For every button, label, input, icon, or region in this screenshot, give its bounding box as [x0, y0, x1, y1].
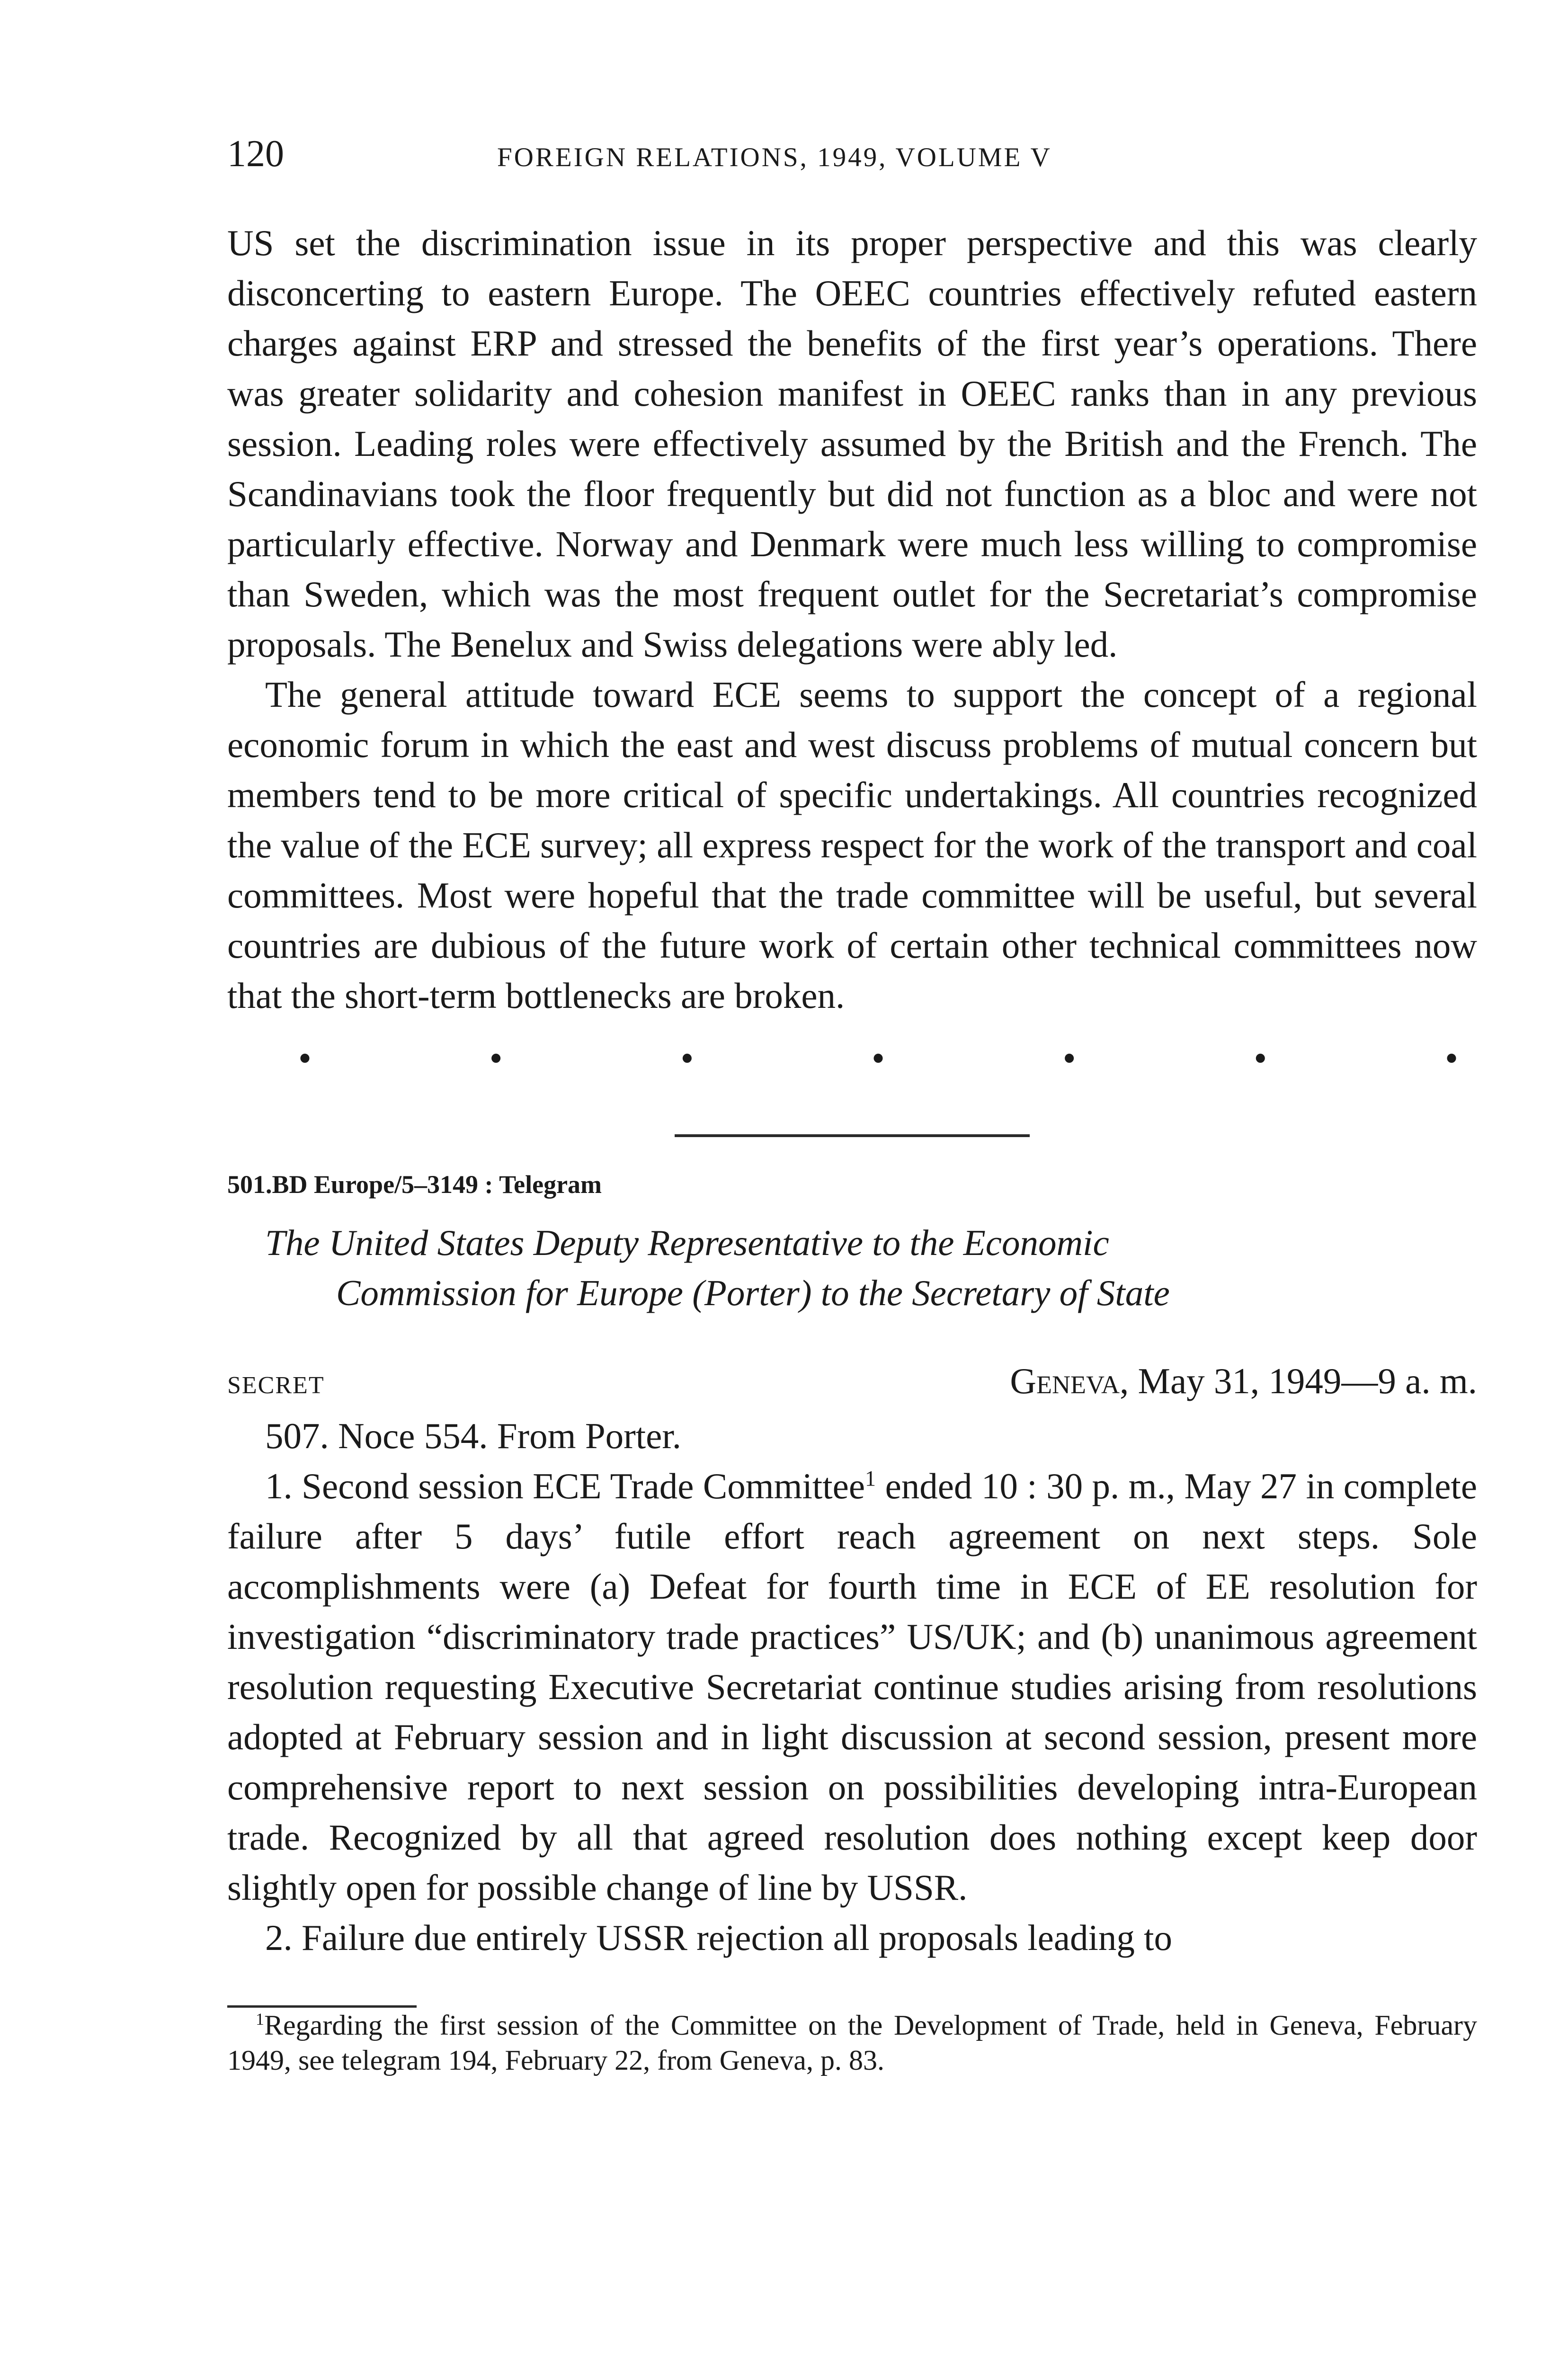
telegram-paragraph-2: 2. Failure due entirely USSR rejection all proposals leading to: [265, 1917, 1173, 1958]
telegram-opening: 507. Noce 554. From Porter.: [265, 1415, 681, 1456]
dateline-place: Geneva,: [1010, 1361, 1129, 1401]
telegram-paragraph-1: [227, 1461, 1477, 1913]
ellipsis-dot: •: [298, 1038, 312, 1079]
footnote-number: 1: [256, 2010, 264, 2029]
continuation-paragraph-2: The general attitude toward ECE seems to support the concept of a regional economic forum in which the east and west discuss problems of mutual concern but members tend to be more critical of specific undertakings. All countries recognized the value of the ECE survey; all express respect for the work of the transport and coal committees. Most were hopeful that the trade committee will be useful, but several countries are dubious of the future work of certain other technical committees now that the short-term bottlenecks are broken.: [227, 674, 1477, 1016]
dateline: [1010, 1356, 1477, 1406]
body-text: [227, 218, 1477, 2078]
footnote-text: Regarding the first session of the Committee on the Development of Trade, held in Geneva, February 1949, see telegram 194, February 22, from Geneva, p. 83.: [227, 2010, 1477, 2076]
ellipsis-dot: •: [489, 1038, 503, 1079]
running-head: FOREIGN RELATIONS, 1949, VOLUME V: [497, 142, 1052, 172]
ellipsis-dot: •: [1062, 1038, 1076, 1079]
dateline-date: May 31, 1949—9 a. m.: [1138, 1361, 1477, 1401]
ellipsis-dot: •: [680, 1038, 694, 1079]
document-title-line-2: Commission for Europe (Porter) to the Secretary of State: [336, 1272, 1170, 1313]
ellipsis-dot: •: [871, 1038, 885, 1079]
file-reference: 501.BD Europe/5–3149 : Telegram: [227, 1170, 602, 1199]
footnote-marker: 1: [865, 1466, 876, 1491]
dateline-row: [227, 1356, 1477, 1411]
ellipsis-dot: •: [1444, 1038, 1458, 1079]
paragraph-1-start: 1. Second session ECE Trade Committee: [265, 1466, 865, 1506]
omission-ellipsis: [227, 1035, 1458, 1082]
paragraph-1-rest: ended 10 : 30 p. m., May 27 in complete failure after 5 days’ futile effort reach agreement on next steps. Sole accomplishments were (a) Defeat for fourth time in ECE of EE resolution for investigation “discriminatory trade practices” US/UK; and (b) unanimous agreement resolution requesting Executive Secretariat continue studies arising from resolutions adopted at February session and in light discussion at second session, present more comprehensive report to next session on possibilities developing intra-European trade. Recognized by all that agreed resolution does nothing except keep door slightly open for possible change of line by USSR.: [227, 1466, 1477, 1908]
ellipsis-dot: •: [1254, 1038, 1267, 1079]
section-divider: [675, 1134, 1030, 1137]
classification-label: SECRET: [227, 1372, 325, 1399]
continuation-paragraph-1: US set the discrimination issue in its proper perspective and this was clearly disconcerting to eastern Europe. The OEEC countries effectively refuted eastern charges against ERP and stressed the benefits of the first year’s operations. There was greater solidarity and cohesion manifest in OEEC ranks than in any previous session. Leading roles were effectively assumed by the British and the French. The Scandinavians took the floor frequently but did not function as a bloc and were not particularly effective. Norway and Denmark were much less willing to compromise than Sweden, which was the most frequent outlet for the Secretariat’s compromise proposals. The Benelux and Swiss delegations were ably led.: [227, 222, 1477, 665]
document-title-line-1: The United States Deputy Representative to the Economic: [265, 1222, 1109, 1263]
page-header: [227, 128, 1477, 180]
document-title: [227, 1218, 1477, 1318]
page-number: 120: [227, 133, 284, 175]
footnote: [227, 2008, 1477, 2078]
